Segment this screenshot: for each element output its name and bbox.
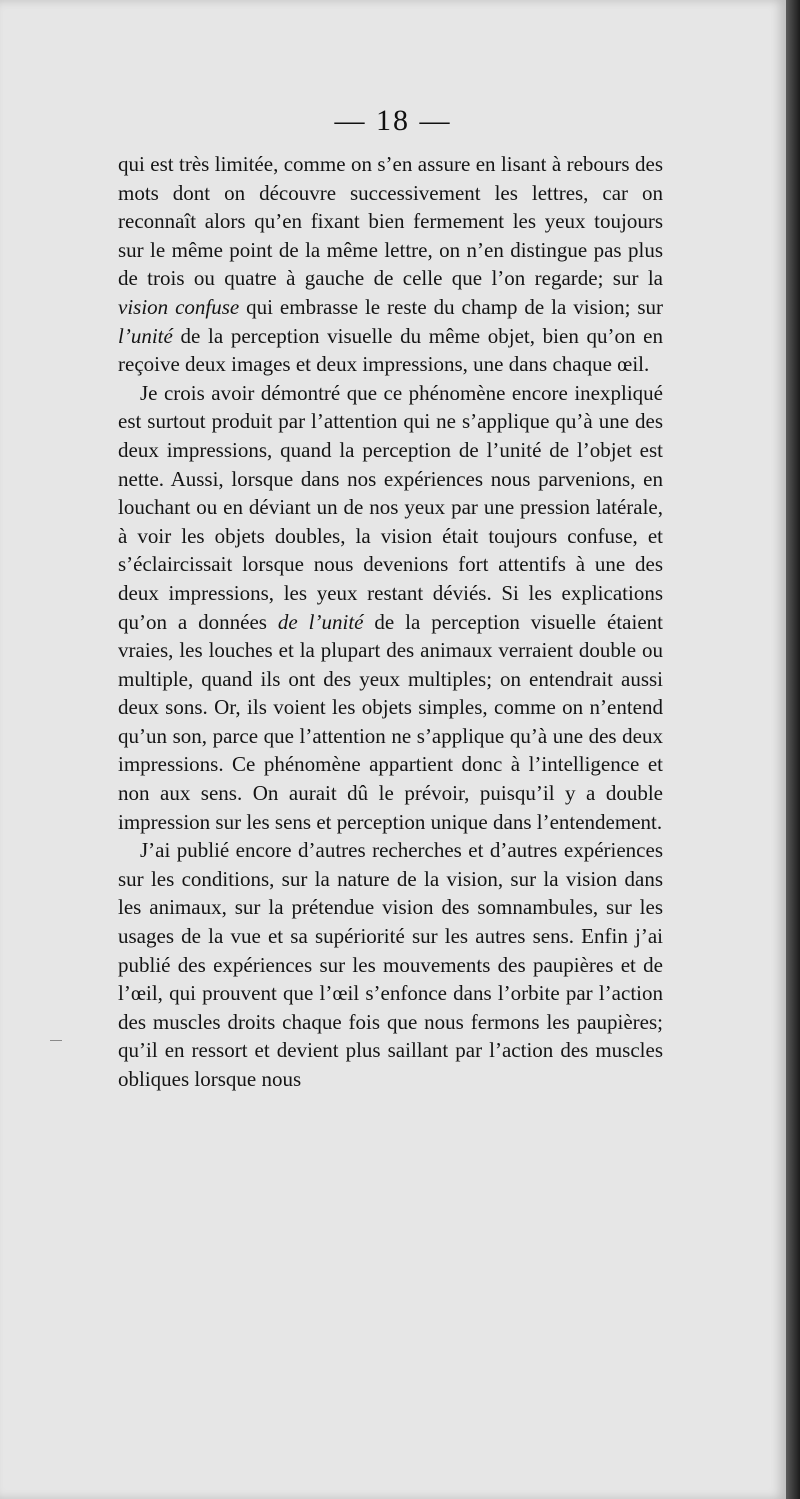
text-run: J’ai publié encore d’autres recherches et d’autres expériences sur les conditions, sur la nature de la vision, sur la vision dans les animaux, sur la prétendue vision des somnambules, sur les usages de la vue et sa supériorité sur les autres sens. Enfin j’ai publié des expériences sur les mouvements des paupières et de l’œil, qui prouvent que l’œil s’enfonce dans l’orbite par l’action des muscles droits chaque fois que nous fermons les paupières; qu’il en ressort et devient plus saillant par l’action des muscles obliques lorsque nous: [118, 838, 663, 1091]
italic-text: vision confuse: [118, 294, 240, 319]
paragraph: [118, 379, 663, 837]
paragraph: [118, 836, 663, 1093]
text-run: Je crois avoir démontré que ce phénomène encore inexpliqué est surtout produit par l’attention qui ne s’applique qu’à une des deux impressions, quand la perception de l’unité de l’objet est nette. Aussi, lorsque dans nos expériences nous parvenions, en louchant ou en déviant un de nos yeux par une pression latérale, à voir les objets doubles, la vision était toujours confuse, et s’éclaircissait lorsque nous devenions fort attentifs à une des deux impressions, les yeux restant déviés. Si les explications qu’on a données: [118, 380, 663, 634]
text-run: de la perception visuelle étaient vraies, les louches et la plupart des animaux verraient double ou multiple, quand ils ont des yeux multiples; on entendrait aussi deux sons. Or, ils voient les objets simples, comme on n’entend qu’un son, parce que l’attention ne s’applique qu’à une des deux impressions. Ce phénomène appartient donc à l’intelligence et non aux sens. On aurait dû le prévoir, puisqu’il y a double impression sur les sens et perception unique dans l’entendement.: [118, 609, 663, 834]
paragraph: [118, 150, 663, 379]
margin-mark: [50, 1040, 62, 1041]
page-number: — 18 —: [334, 104, 452, 137]
page-edge: [786, 0, 800, 1499]
text-run: qui embrasse le reste du champ de la vision; sur: [239, 294, 663, 319]
italic-text: l’unité: [118, 323, 173, 348]
text-run: de la perception visuelle du même objet, bien qu’on en reçoive deux images et deux impressions, une dans chaque œil.: [118, 323, 663, 377]
page-body: [118, 150, 663, 1094]
text-run: qui est très limitée, comme on s’en assure en lisant à rebours des mots dont on découvre successivement les lettres, car on reconnaît alors qu’en fixant bien fermement les yeux toujours sur le même point de la même lettre, on n’en distingue pas plus de trois ou quatre à gauche de celle que l’on regarde; sur la: [118, 152, 663, 291]
italic-text: de l’unité: [277, 609, 364, 634]
